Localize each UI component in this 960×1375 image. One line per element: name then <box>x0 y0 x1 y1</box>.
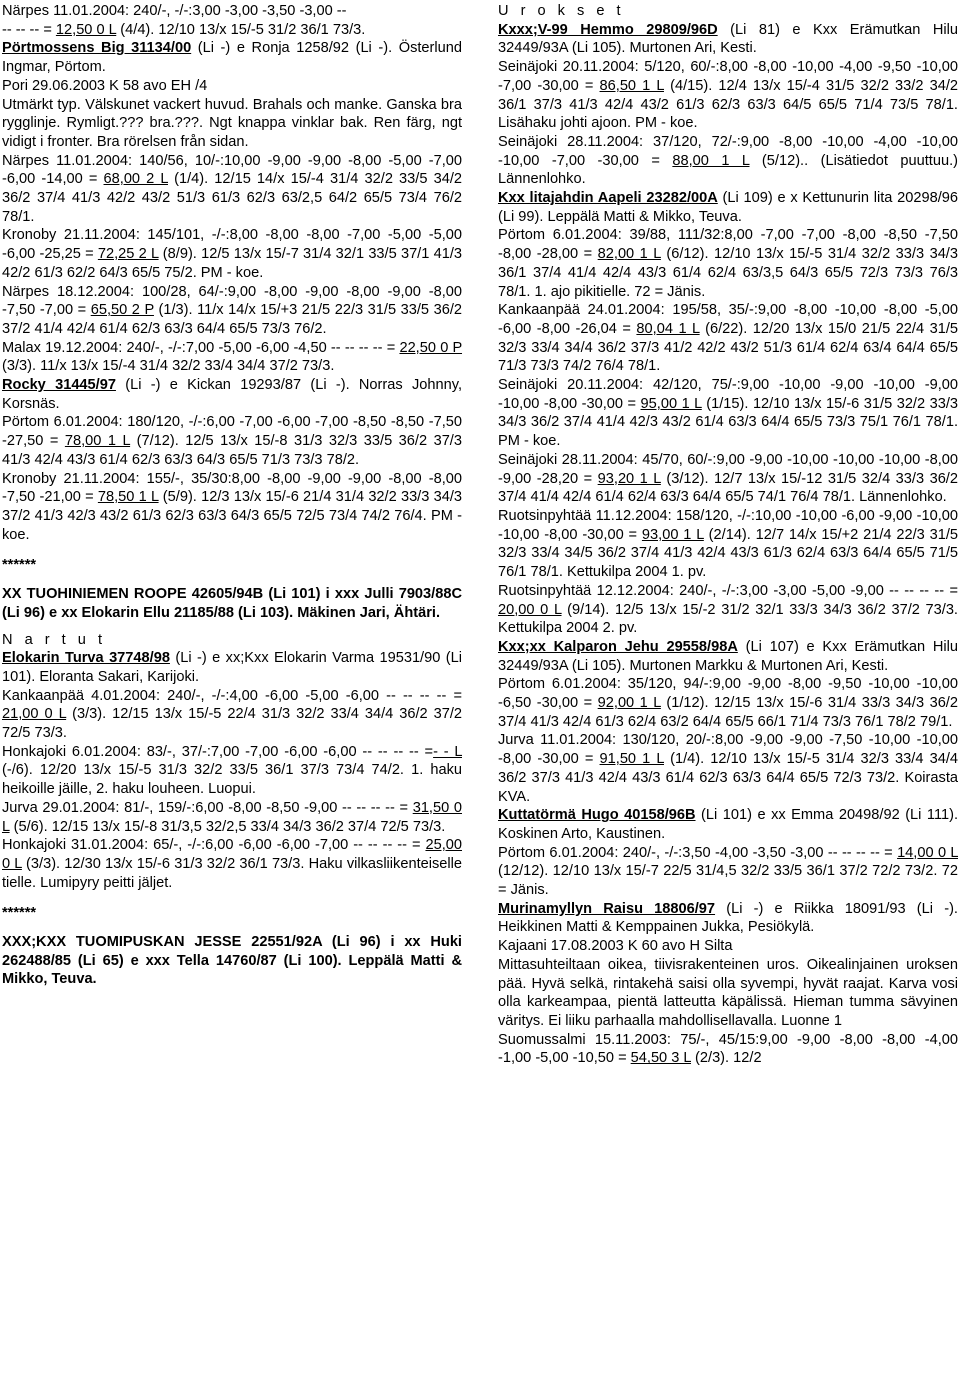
dog-entry: Kxx;xx Kalparon Jehu 29558/98A (Li 107) e Kxx Erämutkan Hilu 32449/93A (Li 105). Murtonen Markku & Murtonen Ari, Kesti. <box>498 638 958 674</box>
spacer <box>2 925 462 933</box>
result-line: Seinäjoki 20.11.2004: 5/120, 60/-:8,00 -8,00 -10,00 -4,00 -9,50 -10,00 -7,00 -30,00 = 86,50 1 L (4/15). 12/4 13/x 15/-4 31/5 32/2 33/2 34/2 36/1 37/3 41/3 42/4 43/2 61/3 62/3 63/3 64/5 65/5 71/4 73/5 78/1. Lisähaku johti ajoon. PM - koe. <box>498 59 958 132</box>
result-line: Kronoby 21.11.2004: 145/101, -/-:8,00 -8,00 -8,00 -7,00 -5,00 -5,00 -6,00 -25,25 = 72,25 2 L (8/9). 12/5 13/x 15/-7 31/4 32/1 33/5 37/1 41/3 42/2 61/3 62/2 64/3 65/5 75/2. PM - koe. <box>2 227 462 281</box>
result-line: Pörtom 6.01.2004: 180/120, -/-:6,00 -7,00 -6,00 -7,00 -8,50 -8,50 -7,50 -27,50 = 78,00 1 L (7/12). 12/5 13/x 15/-8 31/3 32/3 33/5 36/2 37/3 41/3 42/4 43/3 61/4 62/3 63/3 64/3 65/5 71/3 73/3 78/2. <box>2 414 462 468</box>
show-line: Pori 29.06.2003 K 58 avo EH /4 <box>2 77 208 94</box>
critique-text: Utmärkt typ. Välskunet vackert huvud. Brahals och manke. Ganska bra rygglinje. Rymligt.??? bra.???. Ngt knappa vinklar bak. Ren färg, ngt vidigt i fronter. Bra rörelsen från sidan. <box>2 96 462 150</box>
spacer <box>2 623 462 631</box>
result-line: Jurva 29.01.2004: 81/-, 159/-:6,00 -8,00 -8,50 -9,00 -- -- -- -- = 31,50 0 L (5/6). 12/15 13/x 15/-8 31/3,5 32/2,5 33/4 34/3 36/2 37/4 72/5 73/3. <box>2 799 462 835</box>
show-line: Kajaani 17.08.2003 K 60 avo H Silta <box>498 938 733 955</box>
result-line: Honkajoki 6.01.2004: 83/-, 37/-:7,00 -7,00 -6,00 -6,00 -- -- -- -- =- - L (-/6). 12/20 13/x 15/-5 31/3 32/2 33/5 36/1 37/3 73/4 74/2. 1. haku heikoille jäille, 2. haku louheen. Luopui. <box>2 743 462 798</box>
spacer <box>2 892 462 900</box>
result-line: Seinäjoki 28.11.2004: 45/70, 60/-:9,00 -9,00 -10,00 -10,00 -10,00 -8,00 -9,00 -28,20 = 93,20 1 L (3/12). 12/7 13/x 15/-12 31/5 32/4 33/3 36/2 37/4 41/4 42/4 61/4 62/4 63/3 64/4 65/5 74/1 76/4 78/1. Lännenlohko. <box>498 451 958 506</box>
dog-entry: Murinamyllyn Raisu 18806/97 (Li -) e Riikka 18091/93 (Li -). Heikkinen Matti & Kemppainen Jukka, Pesiökylä. <box>498 900 958 936</box>
separator-stars: ****** <box>2 905 37 922</box>
section-heading-males: U r o k s e t <box>498 3 625 19</box>
left-column <box>2 2 462 989</box>
right-column <box>498 2 958 1068</box>
result-line: Pörtom 6.01.2004: 240/-, -/-:3,50 -4,00 -3,50 -3,00 -- -- -- -- = 14,00 0 L (12/12). 12/10 13/x 15/-7 22/5 31/4,5 32/2 33/5 36/1 37/2 72/2 73/2. 72 = Jänis. <box>498 844 958 899</box>
result-line: Malax 19.12.2004: 240/-, -/-:7,00 -5,00 -6,00 -4,50 -- -- -- -- = 22,50 0 P (3/3). 11/x 13/x 15/-4 31/4 32/2 33/4 34/4 37/2 73/3. <box>2 339 463 375</box>
result-line: -- -- -- = 12,50 0 L (4/4). 12/10 13/x 15/-5 31/2 36/1 73/3. <box>2 21 366 38</box>
result-line: Kronoby 21.11.2004: 155/-, 35/30:8,00 -8,00 -9,00 -9,00 -8,00 -8,00 -7,50 -21,00 = 78,50 1 L (5/9). 12/3 13/x 15/-6 21/4 31/4 32/2 33/3 34/3 37/2 41/3 42/3 43/2 61/3 62/3 63/3 64/3 65/5 72/5 73/4 74/2 76/4. PM - koe. <box>2 470 462 543</box>
result-line: Närpes 18.12.2004: 100/28, 64/-:9,00 -8,00 -9,00 -8,00 -9,00 -8,00 -7,50 -7,00 = 65,50 2 P (1/3). 11/x 14/x 15/+3 21/5 22/3 31/5 33/5 36/2 37/2 41/4 42/4 61/4 62/3 63/3 64/4 65/5 73/3 76/2. <box>2 283 462 337</box>
dog-entry: Kxxx;V-99 Hemmo 29809/96D (Li 81) e Kxx Erämutkan Hilu 32449/93A (Li 105). Murtonen Ari, Kesti. <box>498 21 958 57</box>
result-line: Jurva 11.01.2004: 130/120, 20/-:8,00 -9,00 -9,00 -7,50 -10,00 -10,00 -8,00 -30,00 = 91,50 1 L (1/4). 12/10 13/x 15/-5 31/4 32/3 33/4 34/4 36/2 37/3 41/3 42/4 43/3 61/4 62/3 63/3 64/4 65/5 72/3 73/2. Koirasta KVA. <box>498 732 958 805</box>
dog-entry: Rocky 31445/97 (Li -) e Kickan 19293/87 (Li -). Norras Johnny, Korsnäs. <box>2 377 462 412</box>
result-line: Kankaanpää 24.01.2004: 195/58, 35/-:9,00 -8,00 -10,00 -8,00 -5,00 -6,00 -8,00 -26,04 = 80,04 1 L (6/22). 12/20 13/x 15/0 21/5 22/4 31/5 32/3 33/4 34/4 36/2 37/3 41/2 42/2 43/2 51/3 61/4 62/4 63/4 64/4 65/5 71/3 73/3 74/2 76/4 78/1. <box>498 302 958 375</box>
critique-text: Mittasuhteiltaan oikea, tiivisrakenteinen uros. Oikealinjainen uroksen pää. Hyvä selkä, rintakehä saisi olla syvempi, hyvät raajat. Karva vosi olla karkeampaa, pientä latteutta käpälissä. Hieman tumma sävyinen väritys. Ei liiku parhaalla mahdollisellavalla. Luonne 1 <box>498 956 958 1029</box>
separator-stars: ****** <box>2 557 37 574</box>
result-line: Ruotsinpyhtää 12.12.2004: 240/-, -/-:3,00 -3,00 -5,00 -9,00 -- -- -- -- = 20,00 0 L (9/14). 12/5 13/x 15/-2 31/2 32/1 33/3 34/3 36/2 37/2 73/3. Kettukilpa 2004 2. pv. <box>498 582 958 637</box>
sire-heading: XXX;KXX TUOMIPUSKAN JESSE 22551/92A (Li 96) i xx Huki 262488/85 (Li 65) e xxx Tella 14760/87 (Li 100). Leppälä Matti & Mikko, Teuva. <box>2 934 462 988</box>
result-line: Honkajoki 31.01.2004: 65/-, -/-:6,00 -6,00 -6,00 -7,00 -- -- -- -- = 25,00 0 L (3/3). 12/30 13/x 15/-6 31/3 32/2 36/1 73/3. Haku vilkasliikenteiselle tielle. Lumipyry peitti jäljet. <box>2 837 462 891</box>
result-line: Kankaanpää 4.01.2004: 240/-, -/-:4,00 -6,00 -5,00 -6,00 -- -- -- -- = 21,00 0 L (3/3). 12/15 13/x 15/-5 22/4 31/3 32/2 33/4 34/4 36/2 37/2 72/5 73/3. <box>2 687 462 742</box>
dog-entry: Kxx litajahdin Aapeli 23282/00A (Li 109) e x Kettunurin lita 20298/96 (Li 99). Leppälä Matti & Mikko, Teuva. <box>498 190 958 225</box>
dog-entry: Pörtmossens Big 31134/00 (Li -) e Ronja 1258/92 (Li -). Österlund Ingmar, Pörtom. <box>2 40 463 76</box>
result-line: Seinäjoki 20.11.2004: 42/120, 75/-:9,00 -10,00 -9,00 -10,00 -9,00 -10,00 -8,00 -30,00 = 95,00 1 L (1/15). 12/10 13/x 15/-6 31/5 32/2 33/3 34/3 36/2 37/4 41/4 42/3 43/2 61/4 63/3 64/4 65/5 73/3 75/1 76/1 78/1. PM - koe. <box>498 377 959 450</box>
section-heading-females: N a r t u t <box>2 631 107 648</box>
dog-entry: Elokarin Turva 37748/98 (Li -) e xx;Kxx Elokarin Varma 19531/90 (Li 101). Eloranta Sakari, Karijoki. <box>2 650 462 685</box>
result-line: Närpes 11.01.2004: 140/56, 10/-:10,00 -9,00 -9,00 -8,00 -5,00 -7,00 -6,00 -14,00 = 68,00 2 L (1/4). 12/15 14/x 15/-4 31/4 32/2 33/5 34/2 36/2 37/4 41/3 42/2 43/2 51/3 61/3 62/3 63/2,5 64/2 65/5 73/4 76/2 78/1. <box>2 152 462 225</box>
dog-entry: Kuttatörmä Hugo 40158/96B (Li 101) e xx Emma 20498/92 (Li 111). Koskinen Arto, Kaustinen. <box>498 807 959 842</box>
result-line: Närpes 11.01.2004: 240/-, -/-:3,00 -3,00 -3,50 -3,00 -- <box>2 3 347 19</box>
spacer <box>2 577 462 585</box>
result-line: Suomussalmi 15.11.2003: 75/-, 45/15:9,00 -9,00 -8,00 -8,00 -4,00 -1,00 -5,00 -10,50 = 54,50 3 L (2/3). 12/2 <box>498 1031 958 1067</box>
result-line: Pörtom 6.01.2004: 39/88, 111/32:8,00 -7,00 -7,00 -8,00 -8,50 -7,50 -8,00 -28,00 = 82,00 1 L (6/12). 12/10 13/x 15/-5 31/4 32/2 33/3 34/3 36/1 37/4 41/4 42/4 43/3 61/4 62/4 63/3,5 64/3 65/5 72/3 73/3 76/3 78/1. 1. ajo pikitielle. 72 = Jänis. <box>498 227 958 300</box>
result-line: Ruotsinpyhtää 11.12.2004: 158/120, -/-:10,00 -10,00 -6,00 -9,00 -10,00 -10,00 -8,00 -30,00 = 93,00 1 L (2/14). 12/7 14/x 15/+2 21/4 22/3 31/5 32/3 33/4 34/5 36/2 37/4 41/3 42/4 43/3 61/3 62/4 63/3 64/4 65/5 71/5 76/1 78/1. Kettukilpa 2004 1. pv. <box>498 507 959 581</box>
result-line: Pörtom 6.01.2004: 35/120, 94/-:9,00 -9,00 -8,00 -9,50 -10,00 -10,00 -6,50 -30,00 = 92,00 1 L (1/12). 12/15 13/x 15/-6 31/4 33/3 34/3 36/2 37/4 41/3 42/4 61/3 62/4 63/2 64/4 65/5 66/1 71/4 73/3 76/1 78/2 79/1. <box>498 676 958 730</box>
result-line: Seinäjoki 28.11.2004: 37/120, 72/-:9,00 -8,00 -10,00 -4,00 -10,00 -10,00 -7,00 -30,00 = 88,00 1 L (5/12).. (Lisätiedot puuttuu.) Lännenlohko. <box>498 133 959 188</box>
spacer <box>2 544 462 552</box>
sire-heading: XX TUOHINIEMEN ROOPE 42605/94B (Li 101) i xxx Julli 7903/88C (Li 96) e xx Elokarin Ellu 21185/88 (Li 103). Mäkinen Jari, Ähtäri. <box>2 586 462 621</box>
